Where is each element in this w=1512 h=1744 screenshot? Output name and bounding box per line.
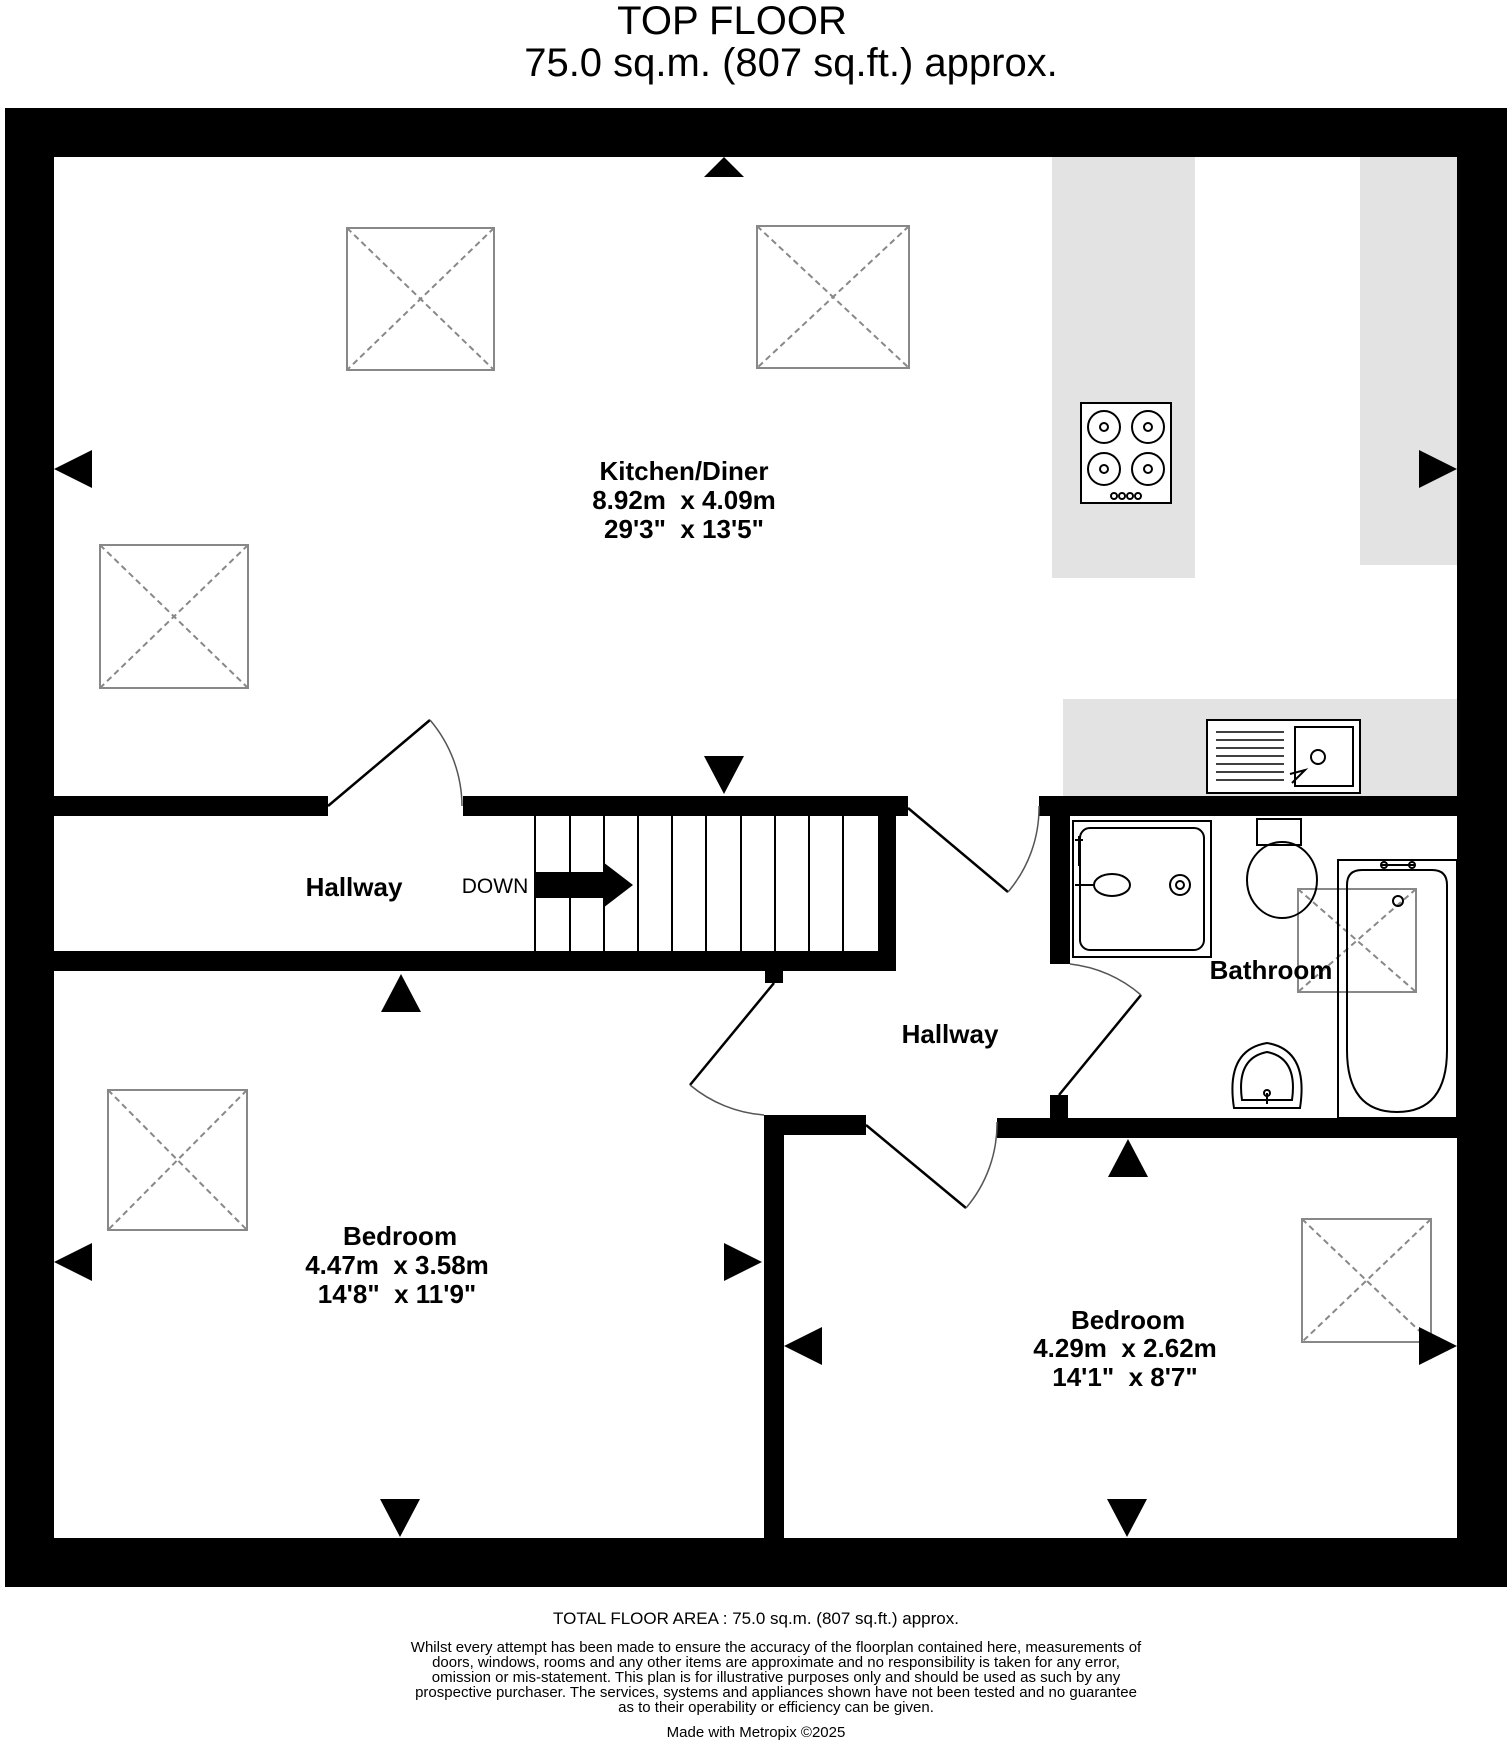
disclaimer: Whilst every attempt has been made to ensure the accuracy of the floorplan contained here, measurements of doors, windows, rooms and any other items are approximate and no responsibility is taken for any error, omission or mis-statement. This plan is for illustrative purposes only and should be used as such by any prospective purchaser. The services, systems and appliances shown have not been tested and no guarantee as to their operability or efficiency can be given.: [410, 1639, 1142, 1716]
bedroom-right-metric: 4.29m x 2.62m: [1033, 1333, 1217, 1363]
hallway-left-name: Hallway: [305, 872, 403, 902]
kitchen-counter-right: [1360, 157, 1457, 565]
bedroom-left-metric: 4.47m x 3.58m: [305, 1250, 489, 1280]
bedroom-left-imperial: 14'8" x 11'9": [317, 1279, 477, 1309]
kitchen-metric: 8.92m x 4.09m: [592, 485, 776, 515]
door-bedroom-left-swing: [690, 1085, 764, 1115]
door-bedroom-right-leaf: [866, 1125, 966, 1208]
window-markers: [54, 157, 1457, 1537]
stairs-down-arrow: [535, 862, 633, 908]
door-bedroom-left-leaf: [690, 983, 774, 1085]
made-with-credit: Made with Metropix ©2025: [666, 1724, 846, 1741]
door-bathroom-hallway-leaf: [908, 808, 1008, 892]
skylight-1: [347, 228, 494, 370]
skylight-4: [108, 1090, 247, 1230]
interior-walls: [54, 796, 1457, 1538]
kitchen-name: Kitchen/Diner: [599, 456, 769, 486]
window-bedroom-right-left: [784, 1327, 822, 1365]
hallway-center-name: Hallway: [901, 1019, 999, 1049]
kitchen-sink-icon: [1207, 720, 1360, 793]
window-bedroom-left-left: [54, 1243, 92, 1281]
total-floor-area: TOTAL FLOOR AREA : 75.0 sq.m. (807 sq.ft.) approx.: [553, 1609, 959, 1628]
window-kitchen-left: [54, 450, 92, 488]
window-bedroom-right-bottom: [1107, 1499, 1147, 1537]
bath-icon: [1338, 860, 1457, 1118]
skylight-5: [1302, 1219, 1431, 1342]
kitchen-imperial: 29'3" x 13'5": [604, 514, 764, 544]
door-kitchen-hallway-swing: [430, 720, 462, 806]
window-kitchen-bottom: [704, 756, 744, 794]
door-bathroom-hallway-swing: [1008, 806, 1039, 892]
window-bedroom-left-right: [724, 1243, 762, 1281]
window-bedroom-right-top: [1108, 1139, 1148, 1177]
window-kitchen-top: [704, 157, 744, 177]
hob-icon: [1081, 403, 1171, 503]
floor-area-header: 75.0 sq.m. (807 sq.ft.) approx.: [524, 41, 1058, 85]
shower-icon: [1073, 821, 1211, 957]
basin-icon: [1232, 1043, 1301, 1108]
window-bedroom-left-bottom: [380, 1499, 420, 1537]
skylight-3: [100, 545, 248, 688]
door-bathroom-swing: [1070, 964, 1141, 995]
door-bedroom-right-swing: [966, 1122, 997, 1208]
bedroom-right-name: Bedroom: [1070, 1305, 1186, 1335]
toilet-icon: [1247, 819, 1317, 918]
floor-name: TOP FLOOR: [617, 0, 847, 43]
window-bedroom-right-right: [1419, 1327, 1457, 1365]
bedroom-right-imperial: 14'1" x 8'7": [1052, 1362, 1198, 1392]
skylight-2: [757, 226, 909, 368]
door-kitchen-hallway-leaf: [328, 720, 430, 806]
kitchen-counter-left: [1052, 157, 1195, 578]
door-bathroom-leaf: [1059, 995, 1141, 1095]
window-bedroom-left-top: [381, 974, 421, 1012]
stairs-down-label: DOWN: [461, 875, 529, 898]
bedroom-left-name: Bedroom: [342, 1221, 458, 1251]
bathroom-name: Bathroom: [1209, 955, 1333, 985]
